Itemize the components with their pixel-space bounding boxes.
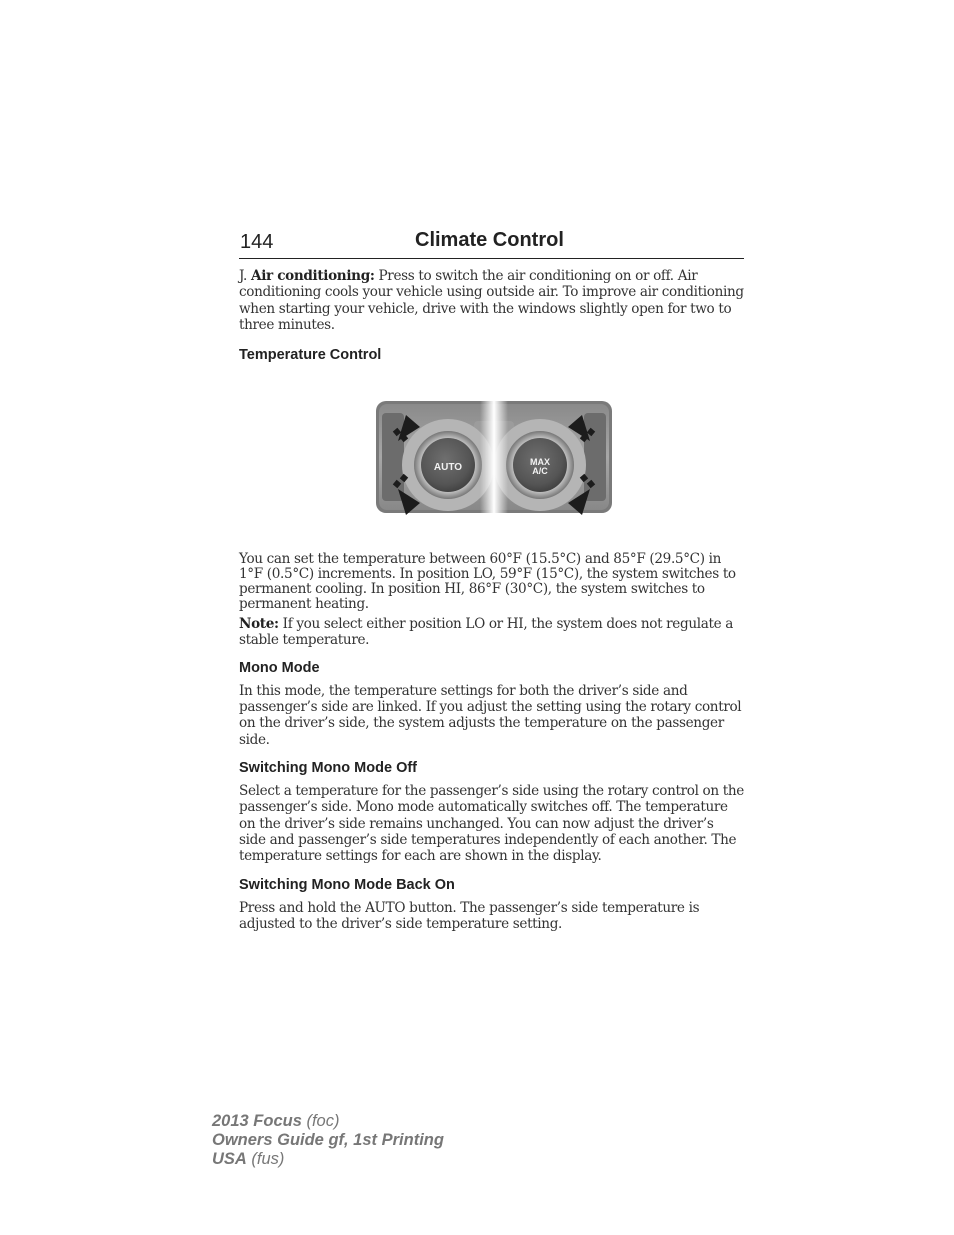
footer-guide: Owners Guide gf, 1st Printing — [212, 1131, 444, 1149]
page-content — [239, 268, 744, 932]
page-number: 144 — [240, 231, 274, 253]
footer-market: USA — [212, 1150, 247, 1168]
note-text: If you select either position LO or HI, the system does not regulate a stable temperature. — [239, 616, 734, 648]
temperature-control-heading: Temperature Control — [239, 346, 382, 363]
footer-model: 2013 Focus — [212, 1112, 302, 1130]
mono-on-heading: Switching Mono Mode Back On — [239, 876, 455, 893]
mono-mode-text: In this mode, the temperature settings for both the driver’s side and passenger’s side are linked. If you adjust the setting using the rotary control on the driver’s side, the system adjusts the temperature on the passenger side. — [239, 682, 742, 748]
page-footer — [212, 1112, 444, 1169]
footer-model-code: (foc) — [301, 1112, 340, 1130]
panel-seam — [480, 393, 508, 521]
climate-control-panel-figure — [376, 393, 612, 521]
footer-line-2 — [212, 1131, 444, 1150]
ac-label: A/C — [532, 466, 548, 476]
footer-line-3 — [212, 1150, 444, 1169]
footer-line-1 — [212, 1112, 444, 1131]
note-lead: Note: — [239, 616, 279, 633]
temperature-note — [239, 617, 744, 647]
page-title: Climate Control — [415, 229, 564, 251]
auto-label: AUTO — [433, 462, 463, 473]
max-label: MAX — [530, 457, 550, 467]
mono-off-heading: Switching Mono Mode Off — [239, 760, 418, 777]
air-conditioning-lead: Air conditioning: — [251, 268, 375, 284]
item-letter: J. — [239, 268, 251, 284]
temperature-control-text: You can set the temperature between 60°F (15.5°C) and 85°F (29.5°C) in 1°F (0.5°C) increments. In position LO, 59°F (15°C), the system switches to permanent cooling. In position HI, 86°F (30°C), the system switches to permanent heating. — [239, 550, 736, 613]
mono-off-text: Select a temperature for the passenger’s side using the rotary control on the passenger’s side. Mono mode automatically switches off. The temperature on the driver’s side remains unchanged. You can now adjust the driver’s side and passenger’s side temperatures independently of each another. The temperature settings for each are shown in the display. — [239, 783, 744, 865]
air-conditioning-text: Press to switch the air conditioning on or off. Air conditioning cools your vehicle using outside air. To improve air conditioning when starting your vehicle, drive with the windows slightly open for two to three minutes. — [239, 268, 744, 334]
page-header — [239, 228, 744, 259]
footer-market-code: (fus) — [246, 1150, 285, 1168]
mono-on-text: Press and hold the AUTO button. The passenger’s side temperature is adjusted to the driver’s side temperature setting. — [239, 899, 700, 932]
mono-mode-heading: Mono Mode — [239, 659, 320, 676]
air-conditioning-paragraph — [239, 268, 744, 334]
climate-control-panel-illustration — [376, 393, 612, 521]
